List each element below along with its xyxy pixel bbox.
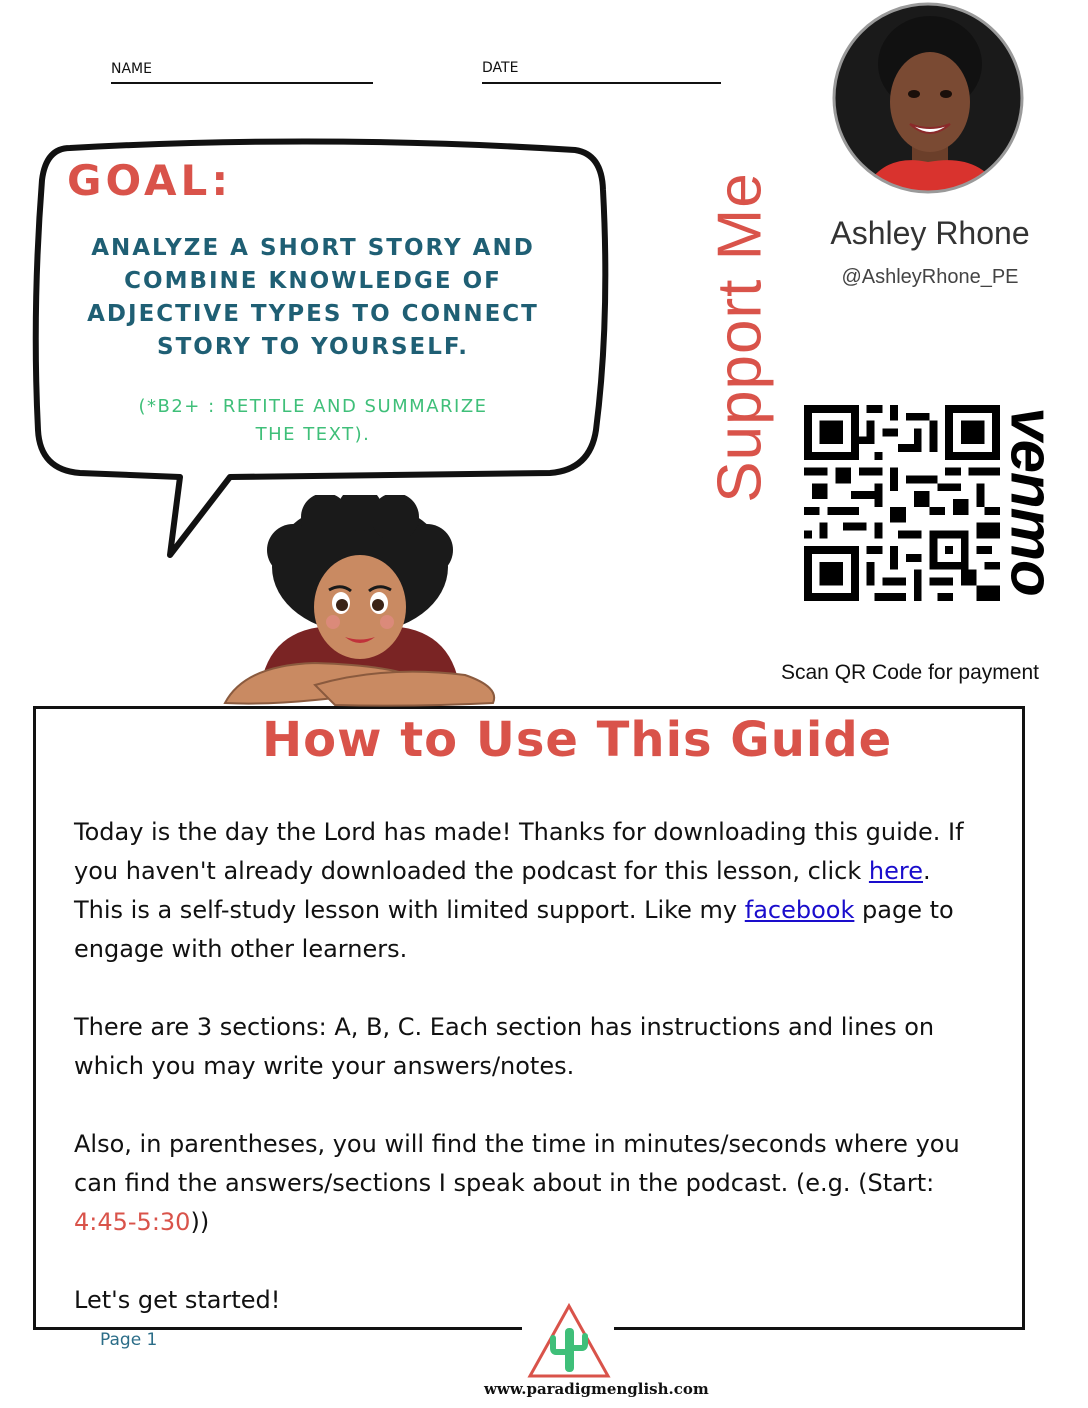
support-me-label: Support Me xyxy=(705,172,775,503)
goal-note xyxy=(70,393,556,449)
goal-line-2: COMBINE KNOWLEDGE OF xyxy=(124,268,502,294)
name-line[interactable] xyxy=(111,82,373,84)
goal-note-line-1: (*B2+ : RETITLE AND SUMMARIZE xyxy=(138,396,488,417)
goal-title: GOAL: xyxy=(67,156,233,205)
guide-p3-text: Also, in parentheses, you will find the time in minutes/seconds where you can find the answers/sections I speak about in the podcast. (e.g. (Start: xyxy=(74,1130,960,1197)
date-label: DATE xyxy=(482,60,519,76)
goal-note-line-2: THE TEXT). xyxy=(255,424,371,445)
podcast-here-link[interactable]: here xyxy=(868,857,923,885)
guide-p1-text-2: . This is a self-study lesson with limited support. Like my xyxy=(74,857,931,924)
cartoon-girl-illustration xyxy=(215,495,505,720)
cactus-triangle-logo xyxy=(526,1302,612,1380)
guide-paragraph-3 xyxy=(74,1125,984,1242)
date-line[interactable] xyxy=(482,82,721,84)
page-number: Page 1 xyxy=(100,1330,158,1350)
goal-text xyxy=(70,232,556,364)
guide-p1-text: Today is the day the Lord has made! Thanks for downloading this guide. If you haven't already downloaded the podcast for this lesson, click xyxy=(74,818,964,885)
example-timestamp: 4:45-5:30 xyxy=(74,1208,191,1236)
name-label: NAME xyxy=(111,61,152,77)
site-url[interactable]: www.paradigmenglish.com xyxy=(484,1380,709,1398)
goal-line-1: ANALYZE A SHORT STORY AND xyxy=(91,235,535,261)
guide-paragraph-4: Let's get started! xyxy=(74,1286,281,1314)
facebook-link[interactable]: facebook xyxy=(744,896,855,924)
profile-photo xyxy=(832,2,1024,194)
goal-line-3: ADJECTIVE TYPES TO CONNECT xyxy=(87,301,539,327)
profile-handle: @AshleyRhone_PE xyxy=(841,266,1019,288)
profile-name: Ashley Rhone xyxy=(830,215,1030,251)
guide-body xyxy=(74,813,984,1359)
qr-code[interactable] xyxy=(804,405,1000,601)
guide-p1-text-3: page to engage with other learners. xyxy=(74,896,954,963)
guide-paragraph-1 xyxy=(74,813,984,969)
goal-line-4: STORY TO YOURSELF. xyxy=(157,334,469,360)
guide-p3-end: )) xyxy=(190,1208,210,1236)
scan-qr-text: Scan QR Code for payment xyxy=(781,661,1039,684)
guide-paragraph-2: There are 3 sections: A, B, C. Each section has instructions and lines on which you may write your answers/notes. xyxy=(74,1013,935,1080)
guide-title: How to Use This Guide xyxy=(262,712,893,768)
venmo-logo: venmo xyxy=(998,407,1066,596)
